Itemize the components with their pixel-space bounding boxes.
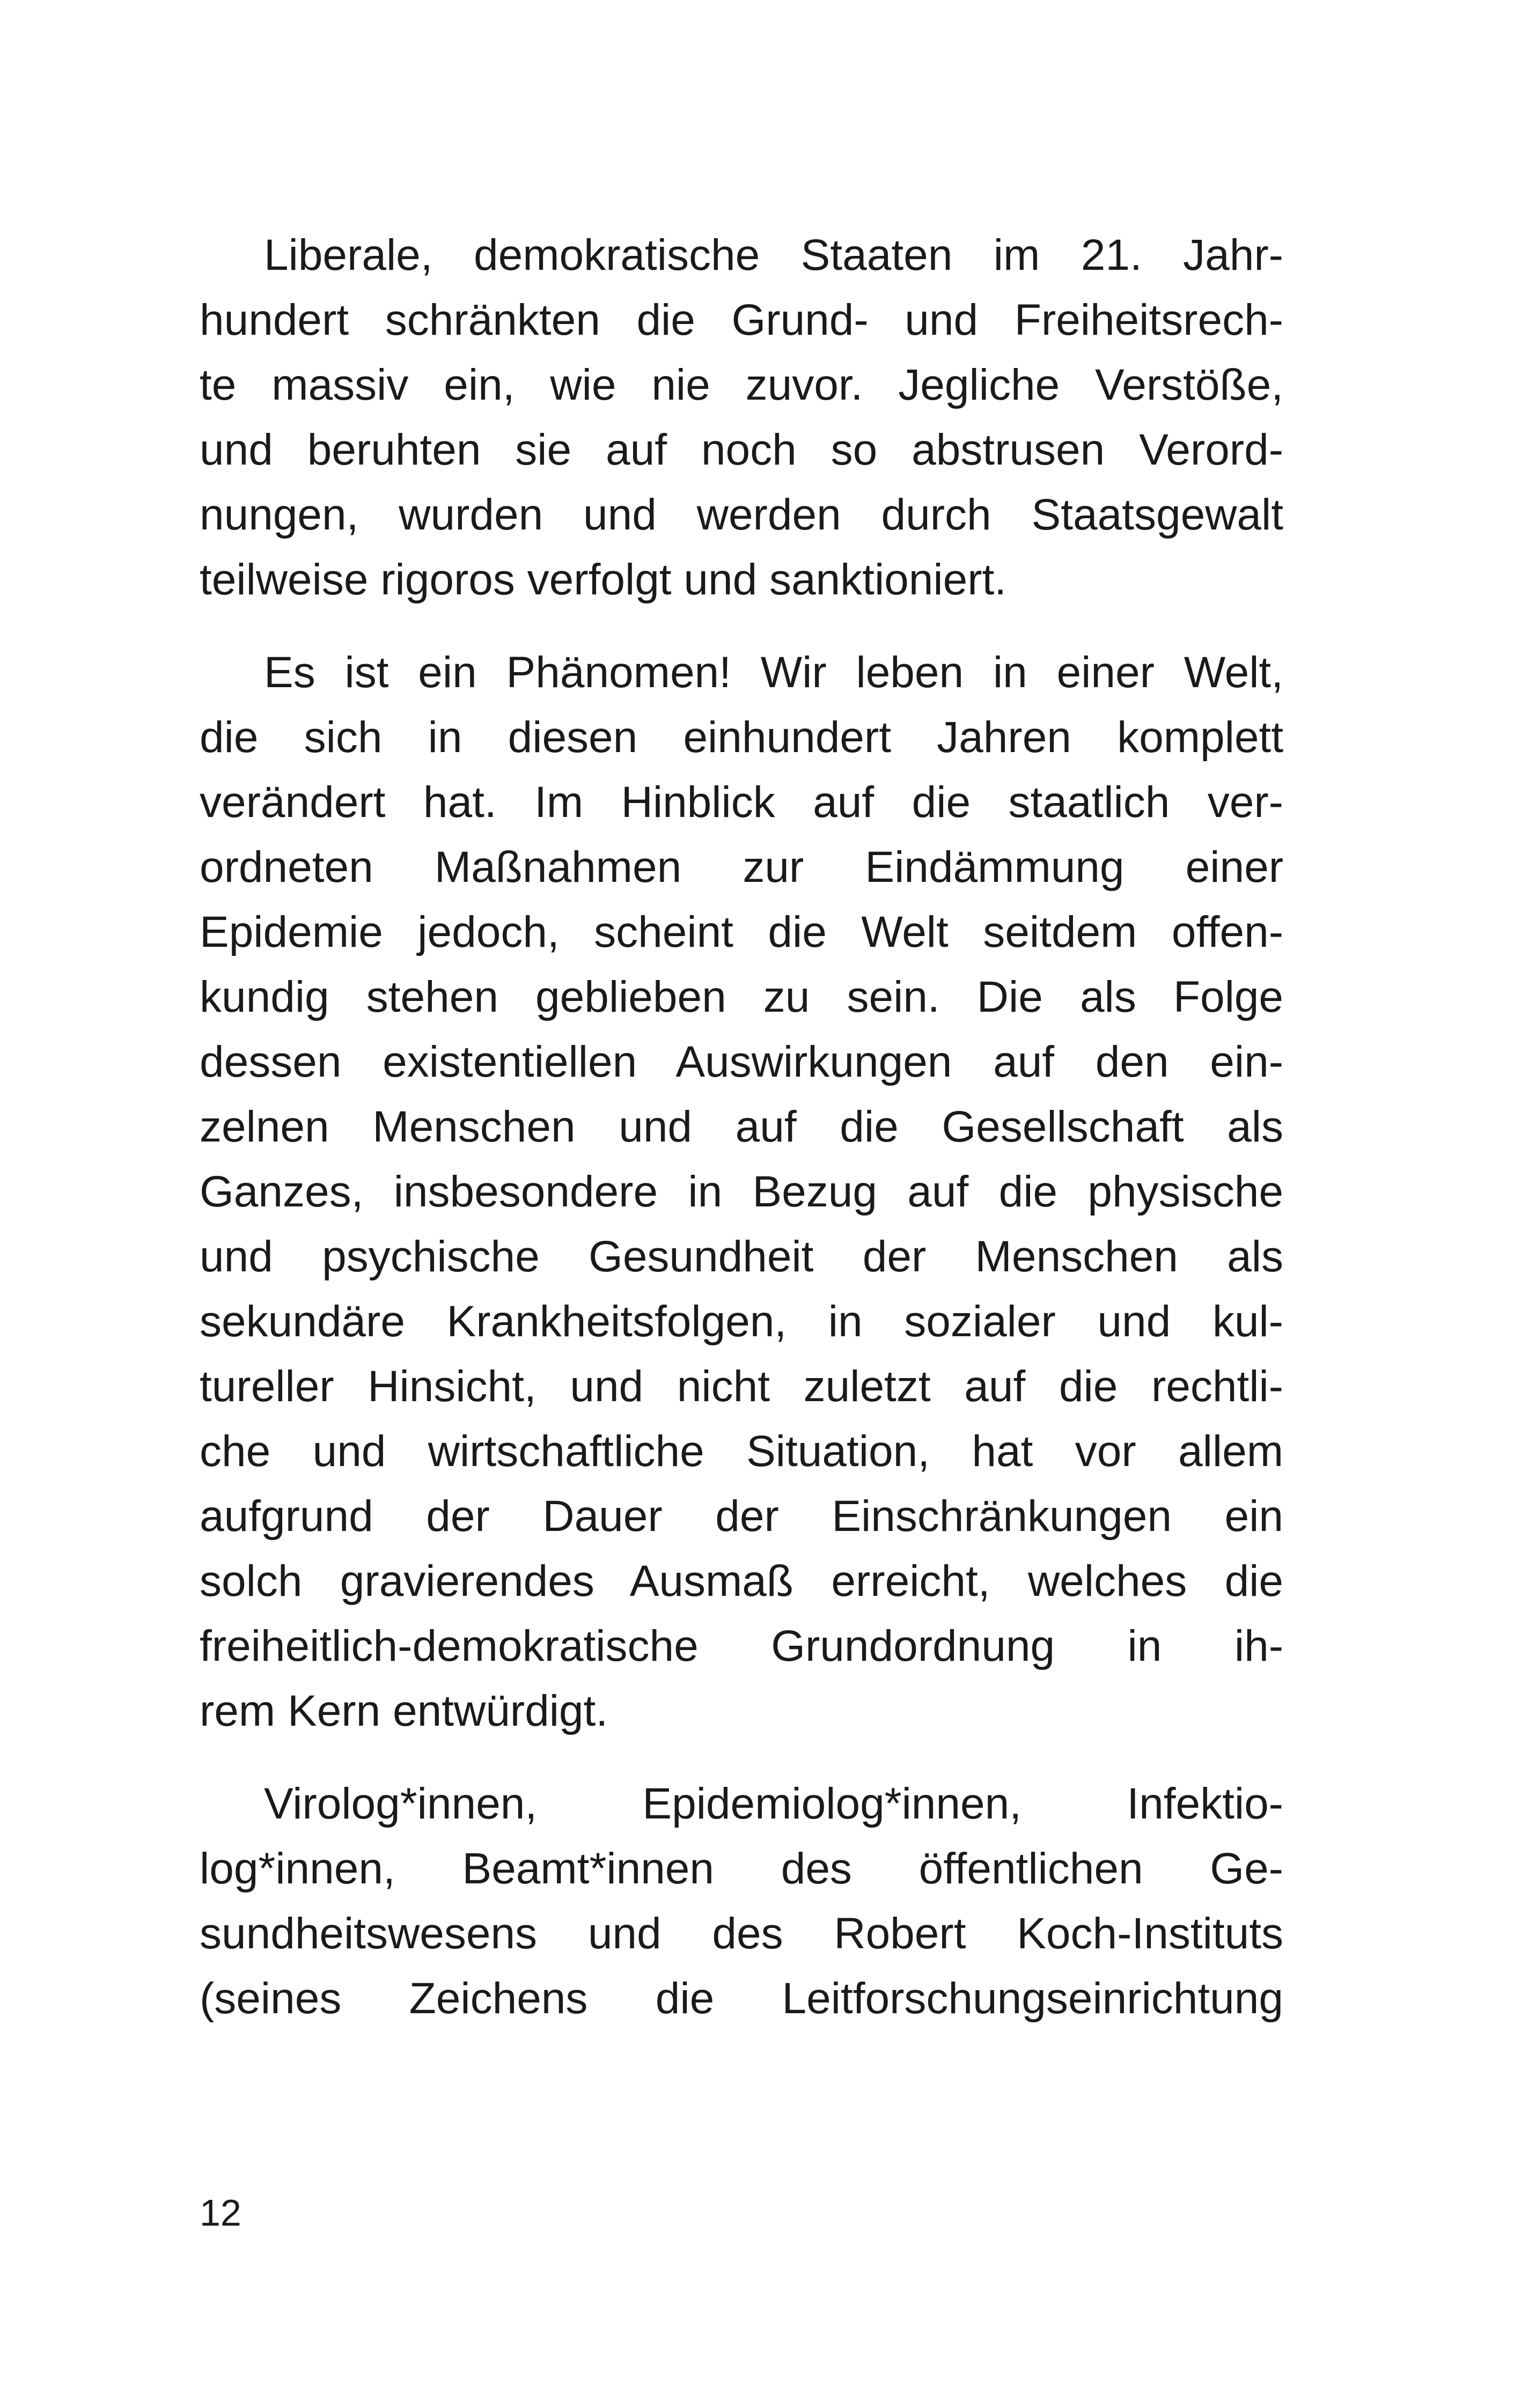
paragraph-1 — [200, 223, 1283, 612]
text-line: te massiv ein, wie nie zuvor. Jegliche Verstöße, — [200, 360, 1283, 409]
text-line: freiheitlich-demokratische Grundordnung in ih- — [200, 1622, 1283, 1670]
page-number: 12 — [200, 2192, 241, 2234]
text-line: und beruhten sie auf noch so abstrusen Verord- — [200, 425, 1283, 474]
body-text — [200, 223, 1283, 2059]
text-line: solch gravierendes Ausmaß erreicht, welches die — [200, 1557, 1283, 1606]
text-line: rem Kern entwürdigt. — [200, 1687, 608, 1735]
text-line: die sich in diesen einhundert Jahren komplett — [200, 713, 1283, 762]
text-line: dessen existentiellen Auswirkungen auf den ein- — [200, 1037, 1283, 1086]
text-line: zelnen Menschen und auf die Gesellschaft als — [200, 1102, 1283, 1151]
text-line: tureller Hinsicht, und nicht zuletzt auf die rechtli- — [200, 1362, 1283, 1411]
text-line: teilweise rigoros verfolgt und sanktioniert. — [200, 555, 1007, 604]
paragraph-2 — [200, 640, 1283, 1743]
text-line: aufgrund der Dauer der Einschränkungen ein — [200, 1492, 1283, 1541]
text-line: Epidemie jedoch, scheint die Welt seitdem offen- — [200, 908, 1283, 956]
text-line: (seines Zeichens die Leitforschungseinrichtung — [200, 1974, 1283, 2023]
text-line: log*innen, Beamt*innen des öffentlichen Ge- — [200, 1844, 1283, 1893]
text-line: Ganzes, insbesondere in Bezug auf die physische — [200, 1167, 1283, 1216]
text-line: sundheitswesens und des Robert Koch-Instituts — [200, 1909, 1283, 1958]
text-line: Es ist ein Phänomen! Wir leben in einer Welt, — [264, 648, 1283, 697]
text-line: hundert schränkten die Grund- und Freiheitsrech- — [200, 296, 1283, 344]
text-line: che und wirtschaftliche Situation, hat vor allem — [200, 1427, 1283, 1476]
text-line: kundig stehen geblieben zu sein. Die als Folge — [200, 973, 1283, 1021]
text-line: sekundäre Krankheitsfolgen, in sozialer und kul- — [200, 1297, 1283, 1346]
text-line: verändert hat. Im Hinblick auf die staatlich ver- — [200, 778, 1283, 827]
text-line: ordneten Maßnahmen zur Eindämmung einer — [200, 843, 1283, 892]
text-line: nungen, wurden und werden durch Staatsgewalt — [200, 490, 1283, 539]
paragraph-3 — [200, 1771, 1283, 2031]
text-line: und psychische Gesundheit der Menschen als — [200, 1232, 1283, 1281]
text-line: Liberale, demokratische Staaten im 21. Jahr- — [264, 231, 1283, 279]
text-line: Virolog*innen, Epidemiolog*innen, Infektio- — [264, 1779, 1283, 1828]
